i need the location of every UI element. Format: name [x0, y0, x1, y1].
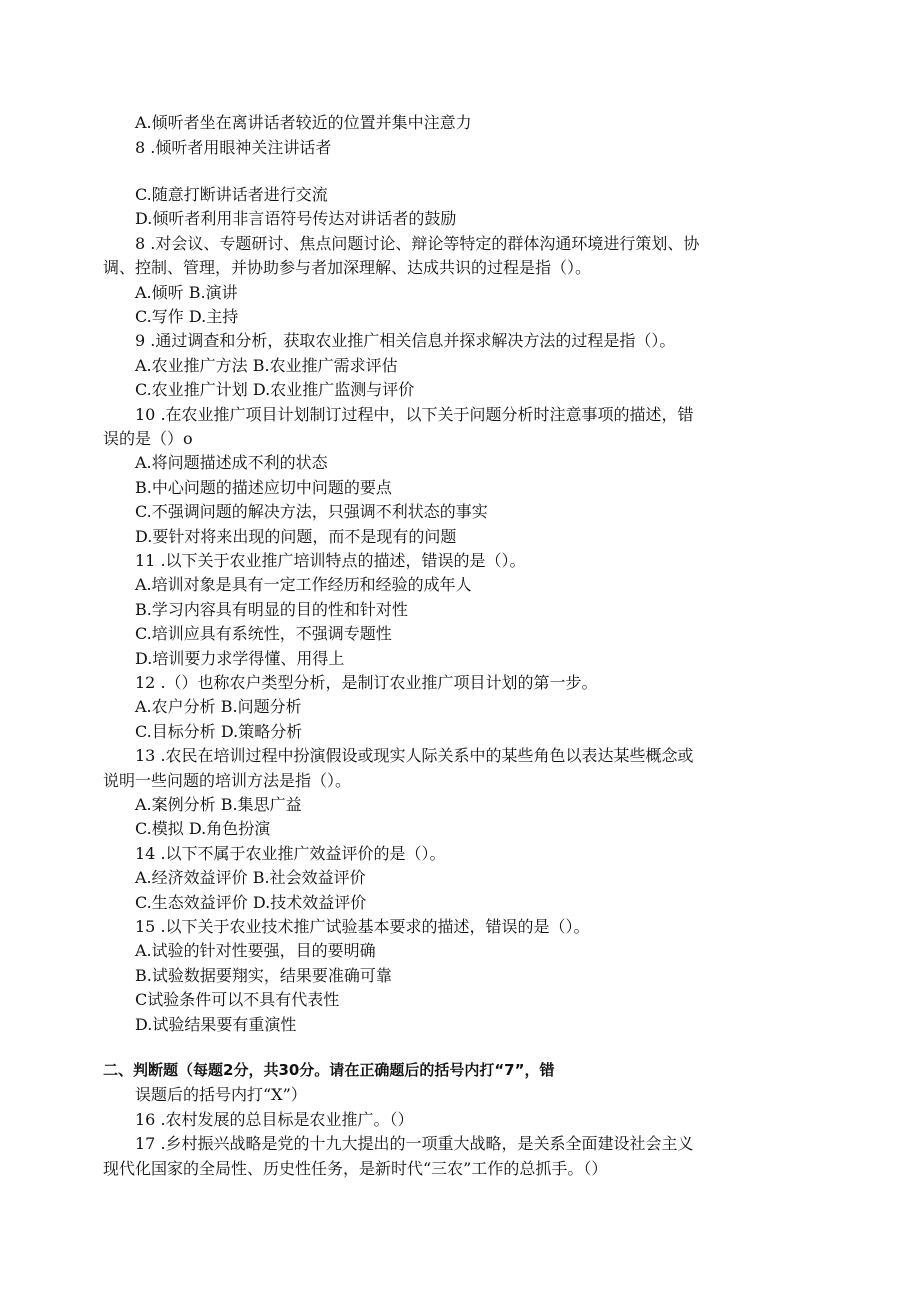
option-line: C.培训应具有系统性，不强调专题性 — [135, 624, 392, 643]
option-line: C试验条件可以不具有代表性 — [135, 990, 340, 1009]
question-line: 12 .（）也称农户类型分析，是制订农业推广项目计划的第一步。 — [135, 673, 598, 692]
option-line: B.学习内容具有明显的目的性和针对性 — [135, 600, 408, 619]
question-line: 17 .乡村振兴战略是党的十九大提出的一项重大战略，是关系全面建设社会主义 — [135, 1134, 694, 1153]
option-line: A.农业推广方法 B.农业推广需求评估 — [135, 356, 398, 375]
option-line: B.中心问题的描述应切中问题的要点 — [135, 478, 392, 497]
option-line: A.经济效益评价 B.社会效益评价 — [135, 868, 366, 887]
option-line: D.倾听者利用非言语符号传达对讲话者的鼓励 — [135, 209, 457, 228]
option-line: C.农业推广计划 D.农业推广监测与评价 — [135, 380, 415, 399]
option-line: A.倾听 B.演讲 — [135, 283, 238, 302]
option-line: B.试验数据要翔实，结果要准确可靠 — [135, 966, 392, 985]
option-line: A.农户分析 B.问题分析 — [135, 697, 302, 716]
option-line: C.不强调问题的解决方法，只强调不利状态的事实 — [135, 502, 488, 521]
option-line: D.试验结果要有重演性 — [135, 1015, 297, 1034]
option-line: D.培训要力求学得懂、用得上 — [135, 649, 345, 668]
question-line: 8 .倾听者用眼神关注讲话者 — [135, 138, 332, 157]
question-line: 10 .在农业推广项目计划制订过程中，以下关于问题分析时注意事项的描述，错 — [135, 405, 694, 424]
question-line: 9 .通过调查和分析，获取农业推广相关信息并探求解决方法的过程是指（）。 — [135, 331, 676, 350]
option-line: C.随意打断讲话者进行交流 — [135, 185, 328, 204]
option-line: C.目标分析 D.策略分析 — [135, 722, 303, 741]
section-heading-continuation: 误题后的括号内打“X”） — [135, 1085, 307, 1104]
question-line: 14 .以下不属于农业推广效益评价的是（）。 — [135, 844, 446, 863]
question-line: 13 .农民在培训过程中扮演假设或现实人际关系中的某些角色以表达某些概念或 — [135, 746, 694, 765]
question-continuation: 说明一些问题的培训方法是指（）。 — [103, 771, 352, 790]
option-line: D.要针对将来出现的问题，而不是现有的问题 — [135, 527, 457, 546]
question-continuation: 误的是（）o — [103, 429, 193, 448]
option-line: A.培训对象是具有一定工作经历和经验的成年人 — [135, 575, 472, 594]
option-line: A.将问题描述成不利的状态 — [135, 453, 328, 472]
option-line: A.案例分析 B.集思广益 — [135, 795, 302, 814]
option-line: A.试验的针对性要强，目的要明确 — [135, 941, 376, 960]
option-line: C.模拟 D.角色扮演 — [135, 819, 271, 838]
question-line: 16 .农村发展的总目标是农业推广。（） — [135, 1110, 414, 1129]
question-line: 15 .以下关于农业技术推广试验基本要求的描述，错误的是（）。 — [135, 917, 590, 936]
option-line: A.倾听者坐在离讲话者较近的位置并集中注意力 — [135, 113, 472, 132]
section-heading: 二、判断题（每题2分，共30分。请在正确题后的括号内打“7”，错 — [103, 1061, 555, 1079]
question-continuation: 调、控制、管理，并协助参与者加深理解、达成共识的过程是指（）。 — [103, 258, 592, 277]
question-line: 11 .以下关于农业推广培训特点的描述，错误的是（）。 — [135, 551, 526, 570]
option-line: C.写作 D.主持 — [135, 307, 239, 326]
option-line: C.生态效益评价 D.技术效益评价 — [135, 893, 367, 912]
question-continuation: 现代化国家的全局性、历史性任务，是新时代“三农”工作的总抓手。（） — [103, 1159, 608, 1178]
question-line: 8 .对会议、专题研讨、焦点问题讨论、辩论等特定的群体沟通环境进行策划、协 — [135, 234, 700, 253]
